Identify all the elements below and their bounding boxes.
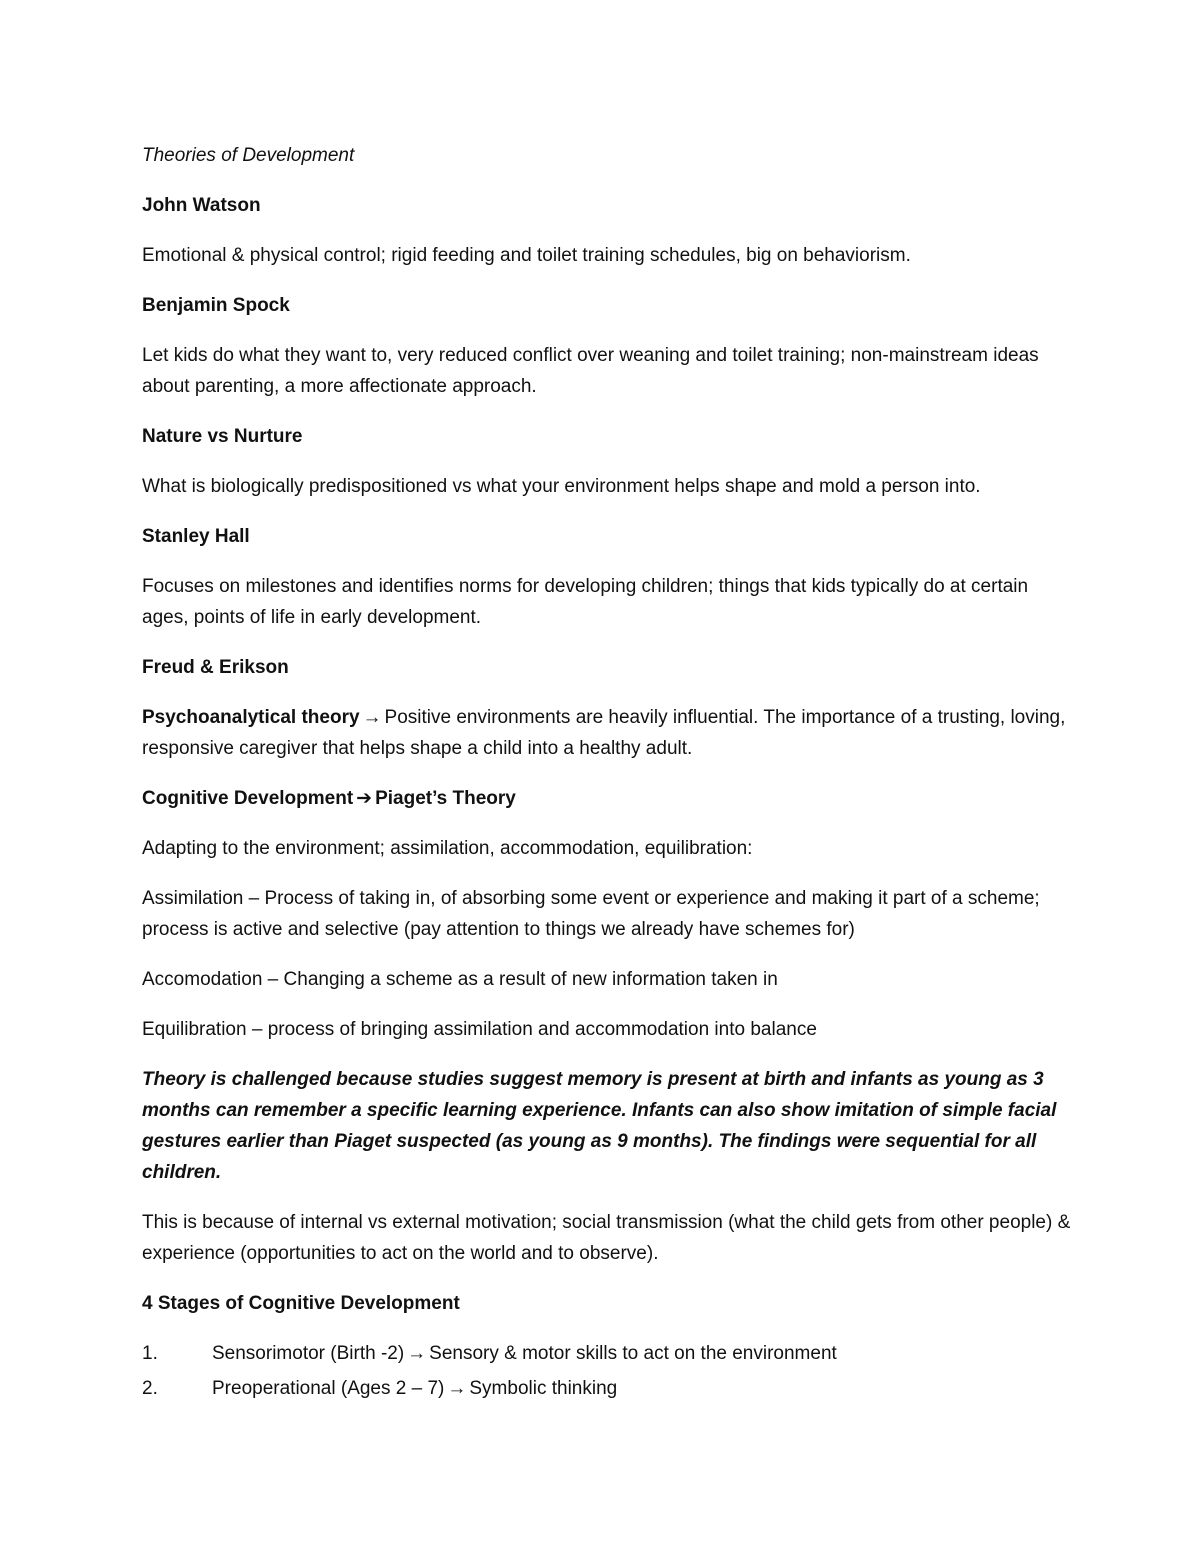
paragraph-explanation: This is because of internal vs external motivation; social transmission (what the child gets from other people) & experience (opportunities to act on the world and to observe). (142, 1212, 1071, 1264)
psychoanalytical-description: Positive environments are heavily influential. The importance of a trusting, loving, responsive caregiver that helps shape a child into a healthy adult. (142, 707, 1066, 759)
heading-cognitive-left: Cognitive Development (142, 788, 354, 809)
heading-benjamin-spock: Benjamin Spock (142, 295, 290, 316)
stage-name: Sensorimotor (Birth -2) (212, 1343, 405, 1364)
heading-stanley-hall: Stanley Hall (142, 526, 250, 547)
stage-description: Sensory & motor skills to act on the environment (429, 1343, 837, 1364)
stage-name: Preoperational (Ages 2 – 7) (212, 1378, 445, 1399)
heading-cognitive-development (142, 783, 1072, 814)
paragraph-cognitive-intro: Adapting to the environment; assimilation, accommodation, equilibration: (142, 838, 753, 859)
arrow-right-icon: → (362, 707, 382, 728)
paragraph-theory-challenge: Theory is challenged because studies suggest memory is present at birth and infants as young as 3 months can remember a specific learning experience. Infants can also show imitation of simple facial gestures earlier than Piaget suspected (as young as 9 months). The findings were sequential for all children. (142, 1069, 1057, 1183)
list-item (142, 1373, 1072, 1404)
arrow-right-icon: → (447, 1378, 467, 1399)
paragraph-equilibration: Equilibration – process of bringing assimilation and accommodation into balance (142, 1019, 817, 1040)
paragraph-accommodation: Accomodation – Changing a scheme as a result of new information taken in (142, 969, 778, 990)
document-page (142, 140, 1072, 1408)
heading-freud-erikson: Freud & Erikson (142, 657, 289, 678)
paragraph-stanley-hall: Focuses on milestones and identifies norms for developing children; things that kids typically do at certain ages, points of life in early development. (142, 576, 1029, 628)
arrow-right-icon: ➔ (356, 788, 373, 809)
paragraph-assimilation: Assimilation – Process of taking in, of absorbing some event or experience and making it part of a scheme; process is active and selective (pay attention to things we already have schemes for) (142, 888, 1040, 940)
paragraph-psychoanalytical-theory (142, 702, 1072, 764)
heading-cognitive-right: Piaget’s Theory (375, 788, 516, 809)
paragraph-benjamin-spock: Let kids do what they want to, very reduced conflict over weaning and toilet training; non-mainstream ideas about parenting, a more affectionate approach. (142, 345, 1039, 397)
arrow-right-icon: → (407, 1343, 427, 1364)
stage-description: Symbolic thinking (469, 1378, 618, 1399)
list-item (142, 1338, 1072, 1369)
stages-list (142, 1338, 1072, 1404)
paragraph-nature-vs-nurture: What is biologically predispositioned vs what your environment helps shape and mold a person into. (142, 476, 981, 497)
list-number: 1. (142, 1343, 158, 1364)
heading-nature-vs-nurture: Nature vs Nurture (142, 426, 303, 447)
list-number: 2. (142, 1378, 158, 1399)
heading-john-watson: John Watson (142, 195, 261, 216)
heading-four-stages: 4 Stages of Cognitive Development (142, 1293, 460, 1314)
paragraph-john-watson: Emotional & physical control; rigid feeding and toilet training schedules, big on behaviorism. (142, 245, 911, 266)
document-title: Theories of Development (142, 145, 355, 166)
term-psychoanalytical-theory: Psychoanalytical theory (142, 707, 360, 728)
